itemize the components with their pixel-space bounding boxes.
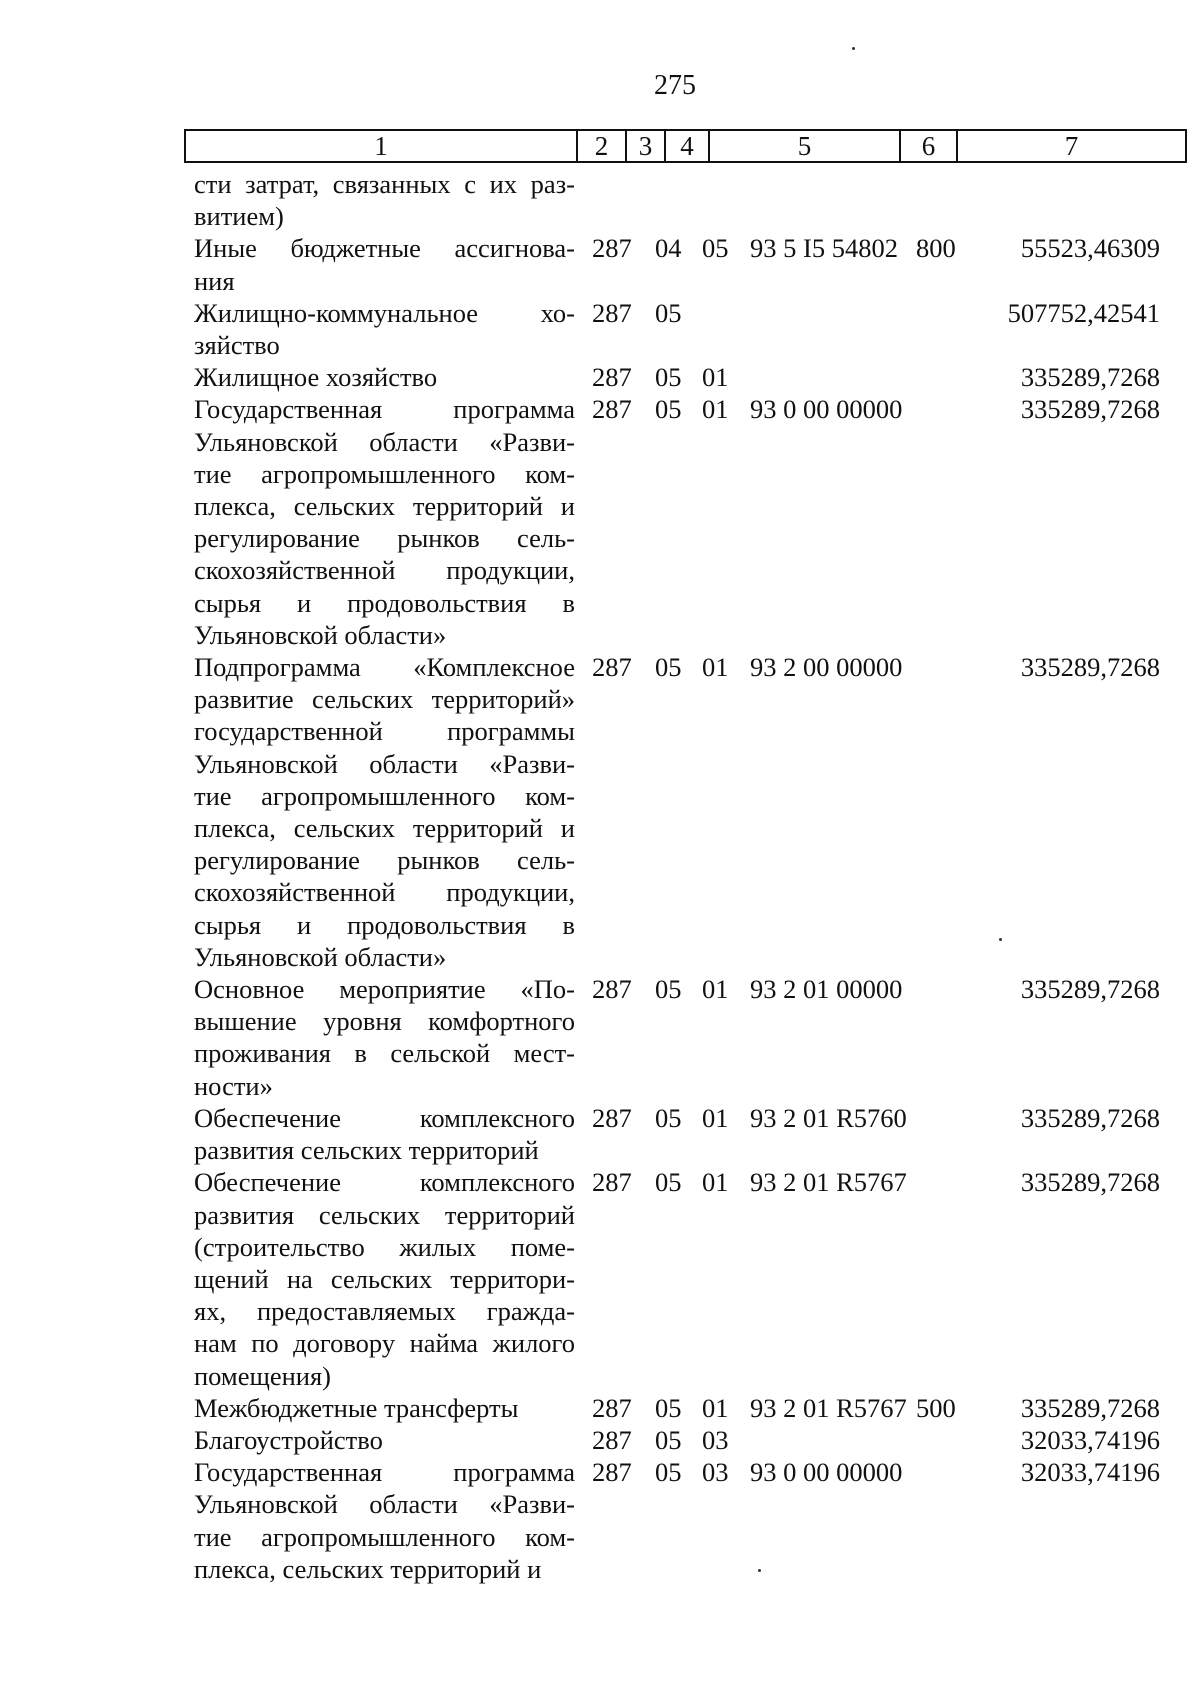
cell-c2: 287 (592, 362, 632, 393)
header-col-3: 3 (626, 130, 665, 162)
cell-c4: 01 (702, 974, 729, 1005)
table-header (184, 129, 1187, 163)
row-name-line: плекса, сельских территорий и (194, 813, 575, 844)
row-name-line: ях, предоставляемых гражда- (194, 1296, 575, 1327)
cell-c5: 93 2 00 00000 (750, 652, 903, 683)
cell-c4: 03 (702, 1424, 729, 1455)
table-row (194, 297, 1194, 361)
header-col-6: 6 (900, 130, 957, 162)
row-name-line: государственной программы (194, 716, 575, 747)
cell-c3: 05 (655, 652, 682, 683)
row-name-line: регулирование рынков сель- (194, 523, 575, 554)
row-name (194, 393, 575, 651)
cell-c3: 05 (655, 297, 682, 328)
row-name-line: Обеспечение комплексного (194, 1167, 575, 1198)
cell-c2: 287 (592, 233, 632, 264)
row-name-line: регулирование рынков сель- (194, 845, 575, 876)
cell-c7: 507752,42541 (1007, 297, 1160, 328)
row-name-line: нам по договору найма жилого (194, 1328, 575, 1359)
row-name (194, 1456, 575, 1585)
cell-c2: 287 (592, 974, 632, 1005)
cell-c3: 05 (655, 1102, 682, 1133)
row-name-line: (строительство жилых поме- (194, 1231, 575, 1262)
cell-c6: 500 (916, 1392, 956, 1423)
cell-c7: 335289,7268 (1020, 1102, 1160, 1133)
row-name (194, 1392, 575, 1424)
row-name-line: Ульяновской области «Разви- (194, 426, 575, 457)
cell-c4: 05 (702, 233, 729, 264)
cell-c5: 93 0 00 00000 (750, 394, 903, 425)
row-name-line: Ульяновской области «Разви- (194, 1489, 575, 1520)
row-name (194, 297, 575, 361)
table-row (194, 1392, 1194, 1424)
row-name-line: развитие сельских территорий» (194, 684, 575, 715)
cell-c2: 287 (592, 1102, 632, 1133)
row-name (194, 973, 575, 1102)
cell-c2: 287 (592, 394, 632, 425)
cell-c4: 01 (702, 1102, 729, 1133)
row-name (194, 361, 575, 393)
row-name-line: тие агропромышленного ком- (194, 458, 575, 489)
scan-speck (852, 47, 855, 50)
cell-c7: 32033,74196 (1020, 1457, 1160, 1488)
cell-c3: 05 (655, 1167, 682, 1198)
row-name-line: плекса, сельских территорий и (194, 1553, 542, 1584)
cell-c4: 01 (702, 362, 729, 393)
table-row (194, 393, 1194, 651)
row-name-line: Подпрограмма «Комплексное (194, 652, 575, 683)
cell-c4: 01 (702, 394, 729, 425)
cell-c4: 01 (702, 1392, 729, 1423)
cell-c7: 335289,7268 (1020, 1167, 1160, 1198)
row-name (194, 1166, 575, 1391)
row-name-line: Межбюджетные трансферты (194, 1392, 519, 1423)
header-col-1: 1 (185, 130, 577, 162)
header-col-7: 7 (957, 130, 1186, 162)
cell-c2: 287 (592, 652, 632, 683)
row-name-line: проживания в сельской мест- (194, 1038, 575, 1069)
table-row (194, 361, 1194, 393)
row-name-line: ности» (194, 1070, 273, 1101)
table-row (194, 1424, 1194, 1456)
table-row (194, 1456, 1194, 1585)
row-name (194, 1102, 575, 1166)
cell-c5: 93 2 01 00000 (750, 974, 903, 1005)
cell-c5: 93 2 01 R5760 (750, 1102, 907, 1133)
scan-speck (758, 1569, 761, 1572)
cell-c3: 05 (655, 1457, 682, 1488)
row-name-line: тие агропромышленного ком- (194, 1521, 575, 1552)
row-name (194, 168, 575, 232)
cell-c2: 287 (592, 1424, 632, 1455)
row-name-line: Государственная программа (194, 1457, 575, 1488)
cell-c3: 05 (655, 1424, 682, 1455)
row-name-line: развития сельских территорий (194, 1135, 539, 1166)
row-name-line: Жилищно-коммунальное хо- (194, 297, 575, 328)
cell-c2: 287 (592, 1167, 632, 1198)
row-name-line: зяйство (194, 330, 280, 361)
row-name-line: ния (194, 265, 235, 296)
row-name-line: скохозяйственной продукции, (194, 555, 575, 586)
row-name-line: Государственная программа (194, 394, 575, 425)
row-name-line: плекса, сельских территорий и (194, 491, 575, 522)
cell-c2: 287 (592, 297, 632, 328)
cell-c4: 01 (702, 1167, 729, 1198)
row-name-line: сырья и продовольствия в (194, 587, 575, 618)
cell-c3: 05 (655, 362, 682, 393)
cell-c7: 335289,7268 (1020, 974, 1160, 1005)
scan-speck (999, 938, 1002, 941)
row-name-line: Ульяновской области» (194, 619, 447, 650)
page-number: 275 (654, 70, 696, 101)
row-name-line: Ульяновской области» (194, 941, 447, 972)
table-row (194, 973, 1194, 1102)
cell-c7: 55523,46309 (1020, 233, 1160, 264)
cell-c7: 335289,7268 (1020, 1392, 1160, 1423)
row-name-line: витием) (194, 201, 284, 232)
table-row (194, 168, 1194, 232)
row-name-line: Основное мероприятие «По- (194, 974, 575, 1005)
cell-c5: 93 2 01 R5767 (750, 1167, 907, 1198)
cell-c5: 93 2 01 R5767 (750, 1392, 907, 1423)
cell-c7: 335289,7268 (1020, 394, 1160, 425)
cell-c3: 05 (655, 1392, 682, 1423)
table-row (194, 232, 1194, 296)
cell-c4: 01 (702, 652, 729, 683)
row-name-line: вышение уровня комфортного (194, 1006, 575, 1037)
header-col-5: 5 (709, 130, 900, 162)
cell-c4: 03 (702, 1457, 729, 1488)
row-name-line: Ульяновской области «Разви- (194, 748, 575, 779)
row-name-line: Обеспечение комплексного (194, 1102, 575, 1133)
table-row (194, 1166, 1194, 1391)
cell-c2: 287 (592, 1457, 632, 1488)
row-name-line: сырья и продовольствия в (194, 909, 575, 940)
cell-c7: 335289,7268 (1020, 362, 1160, 393)
cell-c3: 05 (655, 974, 682, 1005)
row-name-line: тие агропромышленного ком- (194, 780, 575, 811)
header-col-4: 4 (665, 130, 709, 162)
row-name-line: сти затрат, связанных с их раз- (194, 169, 575, 199)
cell-c5: 93 5 I5 54802 (750, 233, 898, 264)
row-name (194, 1424, 575, 1456)
row-name-line: Жилищное хозяйство (194, 362, 438, 393)
table-row (194, 651, 1194, 973)
cell-c3: 05 (655, 394, 682, 425)
row-name (194, 651, 575, 973)
cell-c5: 93 0 00 00000 (750, 1457, 903, 1488)
cell-c7: 335289,7268 (1020, 652, 1160, 683)
table-row (194, 1102, 1194, 1166)
table-body (194, 168, 1194, 1585)
row-name-line: развития сельских территорий (194, 1199, 575, 1230)
cell-c2: 287 (592, 1392, 632, 1423)
cell-c3: 04 (655, 233, 682, 264)
cell-c7: 32033,74196 (1020, 1424, 1160, 1455)
row-name (194, 232, 575, 296)
header-col-2: 2 (577, 130, 626, 162)
row-name-line: Иные бюджетные ассигнова- (194, 233, 575, 264)
row-name-line: щений на сельских территори- (194, 1263, 575, 1294)
cell-c6: 800 (916, 233, 956, 264)
row-name-line: помещения) (194, 1360, 332, 1391)
row-name-line: скохозяйственной продукции, (194, 877, 575, 908)
row-name-line: Благоустройство (194, 1424, 383, 1455)
